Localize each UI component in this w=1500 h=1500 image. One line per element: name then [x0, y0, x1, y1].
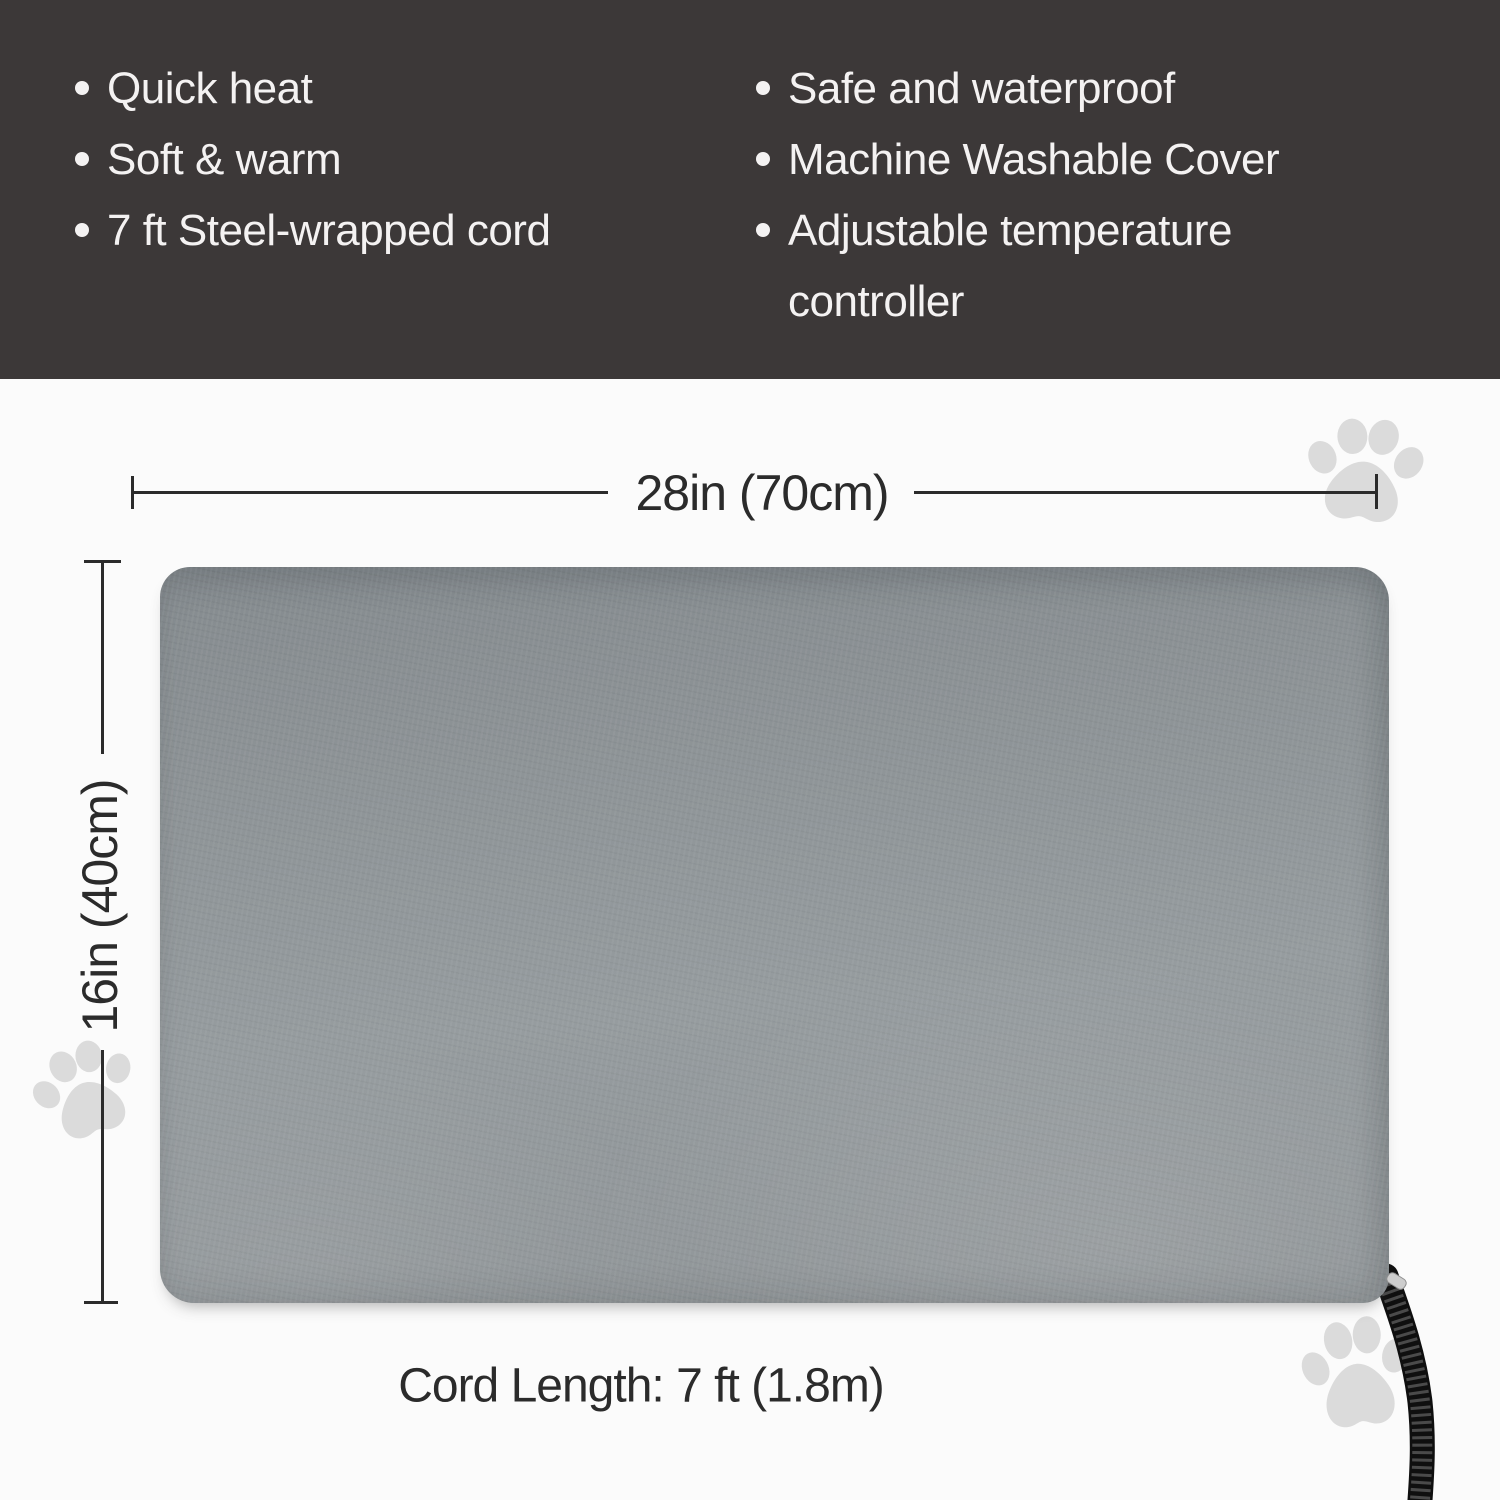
feature-item: [75, 195, 695, 266]
bullet-icon: [75, 152, 89, 166]
feature-list-right: [756, 53, 1416, 337]
dimension-end-tick: [84, 1301, 118, 1304]
feature-text: Quick heat: [107, 64, 313, 113]
bullet-icon: [756, 81, 770, 95]
bullet-icon: [756, 223, 770, 237]
feature-item: [75, 124, 695, 195]
feature-item: [756, 195, 1416, 337]
width-dimension-line: [914, 491, 1377, 494]
width-dimension-line: [132, 491, 608, 494]
feature-text: 7 ft Steel-wrapped cord: [107, 206, 551, 255]
paw-print-icon: [19, 1028, 151, 1158]
cord-length-label: Cord Length: 7 ft (1.8m): [398, 1359, 884, 1413]
feature-item: [756, 53, 1416, 124]
heating-pad-image: [160, 567, 1389, 1303]
paw-print-icon: [1293, 1310, 1419, 1443]
height-dimension-line: [101, 562, 104, 754]
feature-text: Machine Washable Cover: [788, 135, 1280, 184]
height-dimension-label: 16in (40cm): [72, 779, 128, 1033]
bullet-icon: [75, 223, 89, 237]
feature-text: Safe and waterproof: [788, 64, 1175, 113]
feature-text: Adjustable temperature controller: [788, 206, 1232, 326]
height-dimension-line: [101, 1050, 104, 1303]
zipper-pull: [1384, 1270, 1408, 1291]
dimension-end-tick: [131, 476, 134, 509]
bullet-icon: [756, 152, 770, 166]
dimension-end-tick: [1375, 474, 1378, 509]
features-panel: [0, 0, 1500, 379]
feature-list-left: [75, 53, 695, 266]
feature-text: Soft & warm: [107, 135, 342, 184]
dimension-end-tick: [84, 560, 121, 563]
feature-item: [75, 53, 695, 124]
paw-print-icon: [1297, 410, 1428, 536]
feature-item: [756, 124, 1416, 195]
bullet-icon: [75, 81, 89, 95]
width-dimension-label: 28in (70cm): [635, 465, 889, 521]
